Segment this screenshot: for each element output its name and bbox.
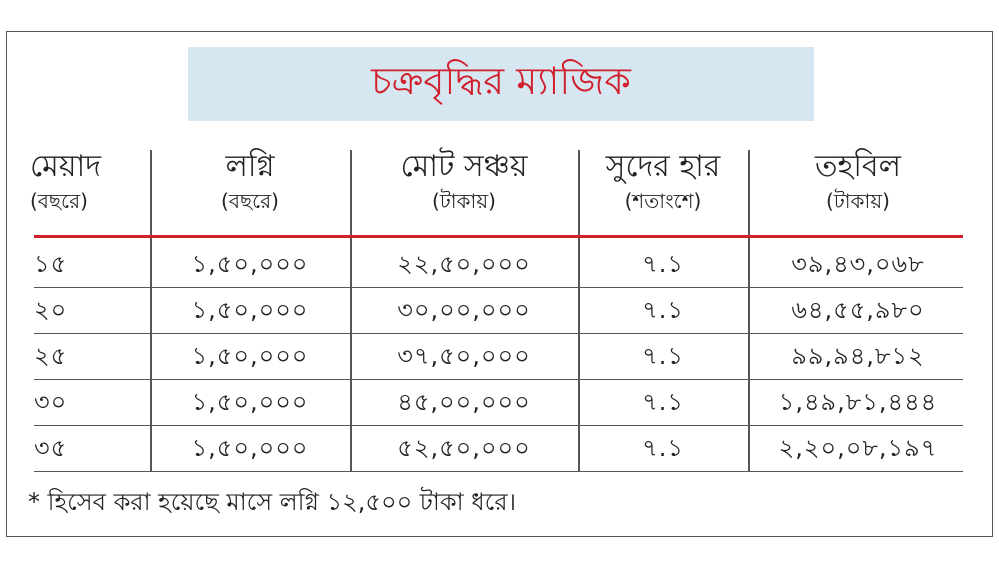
title-banner xyxy=(188,47,814,121)
table-cell-term: ১৫ xyxy=(34,250,68,278)
table-cell-total-savings: ৩৭,৫০,০০০ xyxy=(397,342,531,370)
table-cell-term: ২৫ xyxy=(34,342,68,370)
table-cell-term: ৩০ xyxy=(34,388,68,416)
table-cell-fund: ২,২০,০৮,১৯৭ xyxy=(778,434,938,462)
header-investment-sub: (বছরে) xyxy=(221,189,279,213)
table-cell-fund: ৬৪,৫৫,৯৮০ xyxy=(791,296,925,324)
table-cell-term: ৩৫ xyxy=(34,434,68,462)
table-cell-total-savings: ৩০,০০,০০০ xyxy=(397,296,531,324)
header-term-sub: (বছরে) xyxy=(30,189,88,213)
header-rule xyxy=(34,235,963,238)
table-cell-total-savings: ২২,৫০,০০০ xyxy=(397,250,531,278)
table-cell-fund: ৯৯,৯৪,৮১২ xyxy=(791,342,925,370)
header-interest-rate xyxy=(578,148,748,216)
header-interest-rate-sub: (শতাংশে) xyxy=(624,189,702,213)
table-cell-interest-rate: ৭.১ xyxy=(642,296,684,324)
table-cell-total-savings: ৫২,৫০,০০০ xyxy=(397,434,531,462)
table-cell-interest-rate: ৭.১ xyxy=(642,388,684,416)
table-cell-interest-rate: ৭.১ xyxy=(642,342,684,370)
header-fund xyxy=(748,148,968,216)
header-term xyxy=(30,148,140,216)
table-cell-investment: ১,৫০,০০০ xyxy=(191,434,309,462)
header-total-savings-main: মোট সঞ্চয় xyxy=(400,149,528,184)
header-term-main: মেয়াদ xyxy=(30,149,101,184)
table-cell-interest-rate: ৭.১ xyxy=(642,250,684,278)
header-interest-rate-main: সুদের হার xyxy=(605,149,721,184)
table-cell-term: ২০ xyxy=(34,296,68,324)
header-fund-sub: (টাকায়) xyxy=(826,189,890,213)
header-total-savings-sub: (টাকায়) xyxy=(432,189,496,213)
header-total-savings xyxy=(350,148,578,216)
table-cell-investment: ১,৫০,০০০ xyxy=(191,388,309,416)
table-cell-interest-rate: ৭.১ xyxy=(642,434,684,462)
table-cell-investment: ১,৫০,০০০ xyxy=(191,296,309,324)
header-fund-main: তহবিল xyxy=(815,149,901,184)
row-divider xyxy=(34,471,963,472)
page-title: চক্রবৃদ্ধির ম্যাজিক xyxy=(371,59,631,103)
footnote: * হিসেব করা হয়েছে মাসে লগ্নি ১২,৫০০ টাকা ধরে। xyxy=(28,488,517,516)
table-cell-fund: ১,৪৯,৮১,৪৪৪ xyxy=(778,388,938,416)
table-cell-investment: ১,৫০,০০০ xyxy=(191,250,309,278)
table-cell-investment: ১,৫০,০০০ xyxy=(191,342,309,370)
header-investment xyxy=(150,148,350,216)
header-investment-main: লগ্নি xyxy=(225,149,275,184)
table-cell-fund: ৩৯,৪৩,০৬৮ xyxy=(791,250,925,278)
table-cell-total-savings: ৪৫,০০,০০০ xyxy=(397,388,531,416)
